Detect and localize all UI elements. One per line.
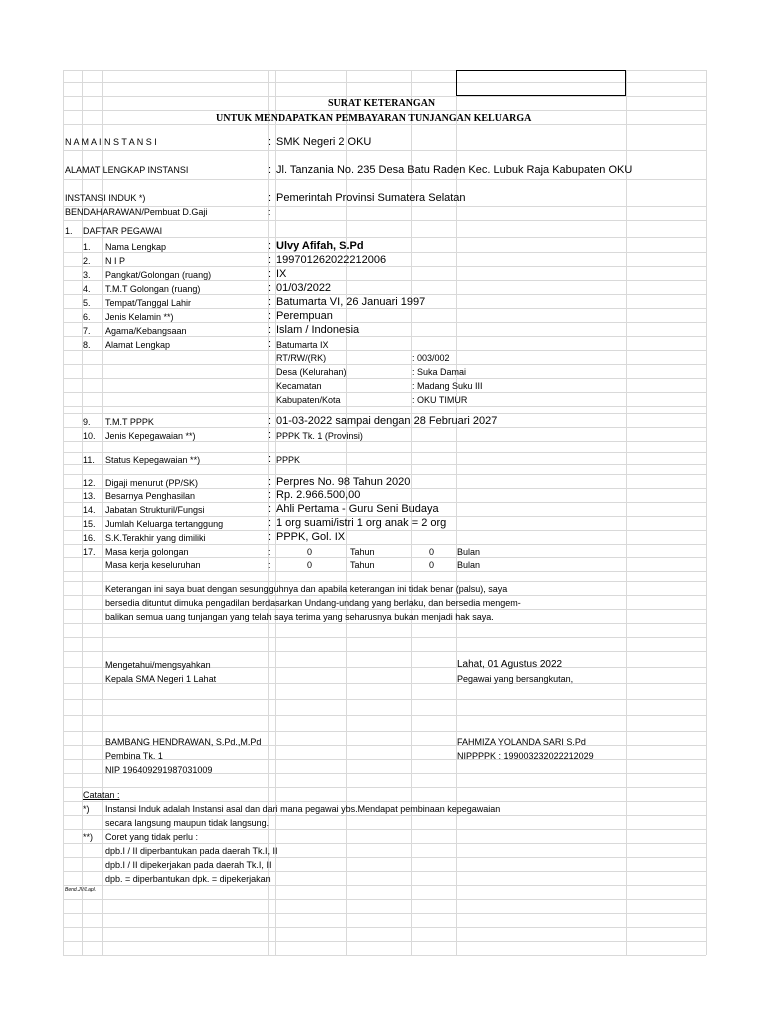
bulan-value: 0 [429,547,435,557]
item-label: Tempat/Tanggal Lahir [105,298,192,308]
section-title: DAFTAR PEGAWAI [83,226,163,236]
note2-line4: dpb. = diperbantukan dpk. = dipekerjakan [105,874,271,884]
item-label: Status Kepegawaian **) [105,455,201,465]
colon: : [268,503,272,515]
section-number: 1. [65,226,73,236]
nama-instansi-label: N A M A I N S T A N S I [65,137,157,147]
colon: : [268,324,272,336]
item-label: Pangkat/Golongan (ruang) [105,270,212,280]
item-label: Jenis Kelamin **) [105,312,174,322]
item-label: Jumlah Keluarga tertanggung [105,519,224,529]
instansi-induk-value: Pemerintah Provinsi Sumatera Selatan [276,192,466,204]
sign-right-date: Lahat, 01 Agustus 2022 [457,659,563,670]
item-value: Perempuan [276,310,333,322]
masa-kerja-keseluruhan-label: Masa kerja keseluruhan [105,560,201,570]
item-value: 199701262022212006 [276,254,387,266]
note1-line2: secara langsung maupun tidak langsung. [105,818,270,828]
address-detail-label: Desa (Kelurahan) [276,367,347,377]
item-value: 01-03-2022 sampai dengan 28 Februari 2027 [276,415,498,427]
item-label: Nama Lengkap [105,242,167,252]
footer-code: Bend.JV/Lapl. [65,887,97,893]
address-detail-label: Kecamatan [276,381,322,391]
colon: : [268,338,272,350]
colon: : [268,310,272,322]
address-detail-value: : Madang Suku III [412,381,483,391]
item-number: 11. [83,455,95,465]
item-label: N I P [105,256,126,266]
item-value: Perpres No. 98 Tahun 2020 [276,476,411,488]
colon: : [268,268,272,280]
item-number: 7. [83,326,91,336]
item-value: Rp. 2.966.500,00 [276,489,361,501]
item-number: 16. [83,533,96,543]
item-label: T.M.T PPPK [105,417,154,427]
notes-title: Catatan : [83,790,120,800]
note1-mark: *) [83,804,90,814]
colon: : [268,547,271,557]
alamat-value: Jl. Tanzania No. 235 Desa Batu Raden Kec. Lubuk Raja Kabupaten OKU [276,164,633,176]
note2-line3: dpb.I / II dipekerjakan pada daerah Tk.I, II [105,860,272,870]
colon: : [268,560,271,570]
sign-right-line2: Pegawai yang bersangkutan, [457,674,574,684]
masa-kerja-golongan-label: Masa kerja golongan [105,547,189,557]
colon: : [268,415,272,427]
item-number: 1. [83,242,91,252]
colon: : [268,429,272,441]
tahun-label: Tahun [350,560,375,570]
item-value: Batumarta VI, 26 Januari 1997 [276,296,426,308]
item-number: 4. [83,284,91,294]
colon: : [268,517,272,529]
colon: : [268,207,271,217]
item-value: Islam / Indonesia [276,324,360,336]
sign-right-nip: NIPPPPK : 199003232022212029 [457,751,594,761]
colon: : [268,192,272,204]
alamat-label: ALAMAT LENGKAP INSTANSI [65,165,189,175]
item-value: PPPK, Gol. IX [276,531,346,543]
number-box [456,70,626,96]
bulan-label: Bulan [457,560,481,570]
bulan-value: 0 [429,560,435,570]
item-number: 8. [83,340,91,350]
item-number: 2. [83,256,91,266]
item-value: PPPK Tk. 1 (Provinsi) [276,431,363,441]
sign-right-name: FAHMIZA YOLANDA SARI S.Pd [457,737,586,747]
title-main: SURAT KETERANGAN [328,98,436,109]
note2-mark: **) [83,832,94,842]
colon: : [268,282,272,294]
note1-line1: Instansi Induk adalah Instansi asal dan dari mana pegawai ybs.Mendapat pembinaan kepegawaian [105,804,501,814]
item-label: S.K.Terakhir yang dimiliki [105,533,206,543]
statement-line: bersedia dituntut dimuka pengadilan berdasarkan Undang-undang yang berlaku, dan bersedia mengem- [105,598,521,608]
item-label: Besarnya Penghasilan [105,491,196,501]
tahun-value: 0 [307,547,313,557]
statement-line: balikan semua uang tunjangan yang telah saya terima yang seharusnya bukan menjadi hak saya. [105,612,494,622]
item-number: 15. [83,519,96,529]
item-number: 14. [83,505,96,515]
item-value: 01/03/2022 [276,282,332,294]
statement-line: Keterangan ini saya buat dengan sesungguhnya dan apabila keterangan ini tidak benar (palsu), saya [105,584,508,594]
item-value: Ahli Pertama - Guru Seni Budaya [276,503,439,515]
colon: : [268,240,272,252]
colon: : [268,296,272,308]
item-label: Digaji menurut (PP/SK) [105,478,199,488]
sign-left-line2: Kepala SMA Negeri 1 Lahat [105,674,217,684]
instansi-induk-label: INSTANSI INDUK *) [65,193,146,203]
item-number: 5. [83,298,91,308]
address-detail-value: : 003/002 [412,353,450,363]
sign-left-line1: Mengetahui/mengsyahkan [105,660,211,670]
sign-left-nip: NIP 196409291987031009 [105,765,213,775]
tahun-label: Tahun [350,547,375,557]
address-detail-value: : Suka Damai [412,367,467,377]
colon: : [268,254,272,266]
item-label: Agama/Kebangsaan [105,326,187,336]
item-label: T.M.T Golongan (ruang) [105,284,201,294]
item-number: 10. [83,431,96,441]
note2-line1: Coret yang tidak perlu : [105,832,199,842]
item-label: Jenis Kepegawaian **) [105,431,196,441]
sign-left-rank: Pembina Tk. 1 [105,751,163,761]
bulan-label: Bulan [457,547,481,557]
item-number: 6. [83,312,91,322]
masa-kerja-number: 17. [83,547,96,557]
colon: : [268,476,272,488]
item-label: Jabatan Strukturil/Fungsi [105,505,205,515]
tahun-value: 0 [307,560,313,570]
item-value: PPPK [276,455,301,465]
item-number: 3. [83,270,91,280]
item-value: IX [276,268,287,280]
item-value: 1 org suami/istri 1 org anak = 2 org [276,517,447,529]
sign-left-name: BAMBANG HENDRAWAN, S.Pd.,M.Pd [105,737,262,747]
item-value: Batumarta IX [276,340,329,350]
colon: : [268,531,272,543]
item-number: 9. [83,417,91,427]
colon: : [268,453,272,465]
item-number: 12. [83,478,96,488]
item-number: 13. [83,491,96,501]
address-detail-label: RT/RW/(RK) [276,353,327,363]
title-sub: UNTUK MENDAPATKAN PEMBAYARAN TUNJANGAN KELUARGA [216,113,532,124]
address-detail-label: Kabupaten/Kota [276,395,341,405]
colon: : [268,136,272,148]
nama-instansi-value: SMK Negeri 2 OKU [276,136,372,148]
item-value: Ulvy Afifah, S.Pd [276,240,364,252]
bendahara-label: BENDAHARAWAN/Pembuat D.Gaji [65,207,208,217]
spreadsheet-form [63,70,706,955]
colon: : [268,164,272,176]
colon: : [268,489,272,501]
item-label: Alamat Lengkap [105,340,171,350]
note2-line2: dpb.I / II diperbantukan pada daerah Tk.I, II [105,846,278,856]
address-detail-value: : OKU TIMUR [412,395,468,405]
